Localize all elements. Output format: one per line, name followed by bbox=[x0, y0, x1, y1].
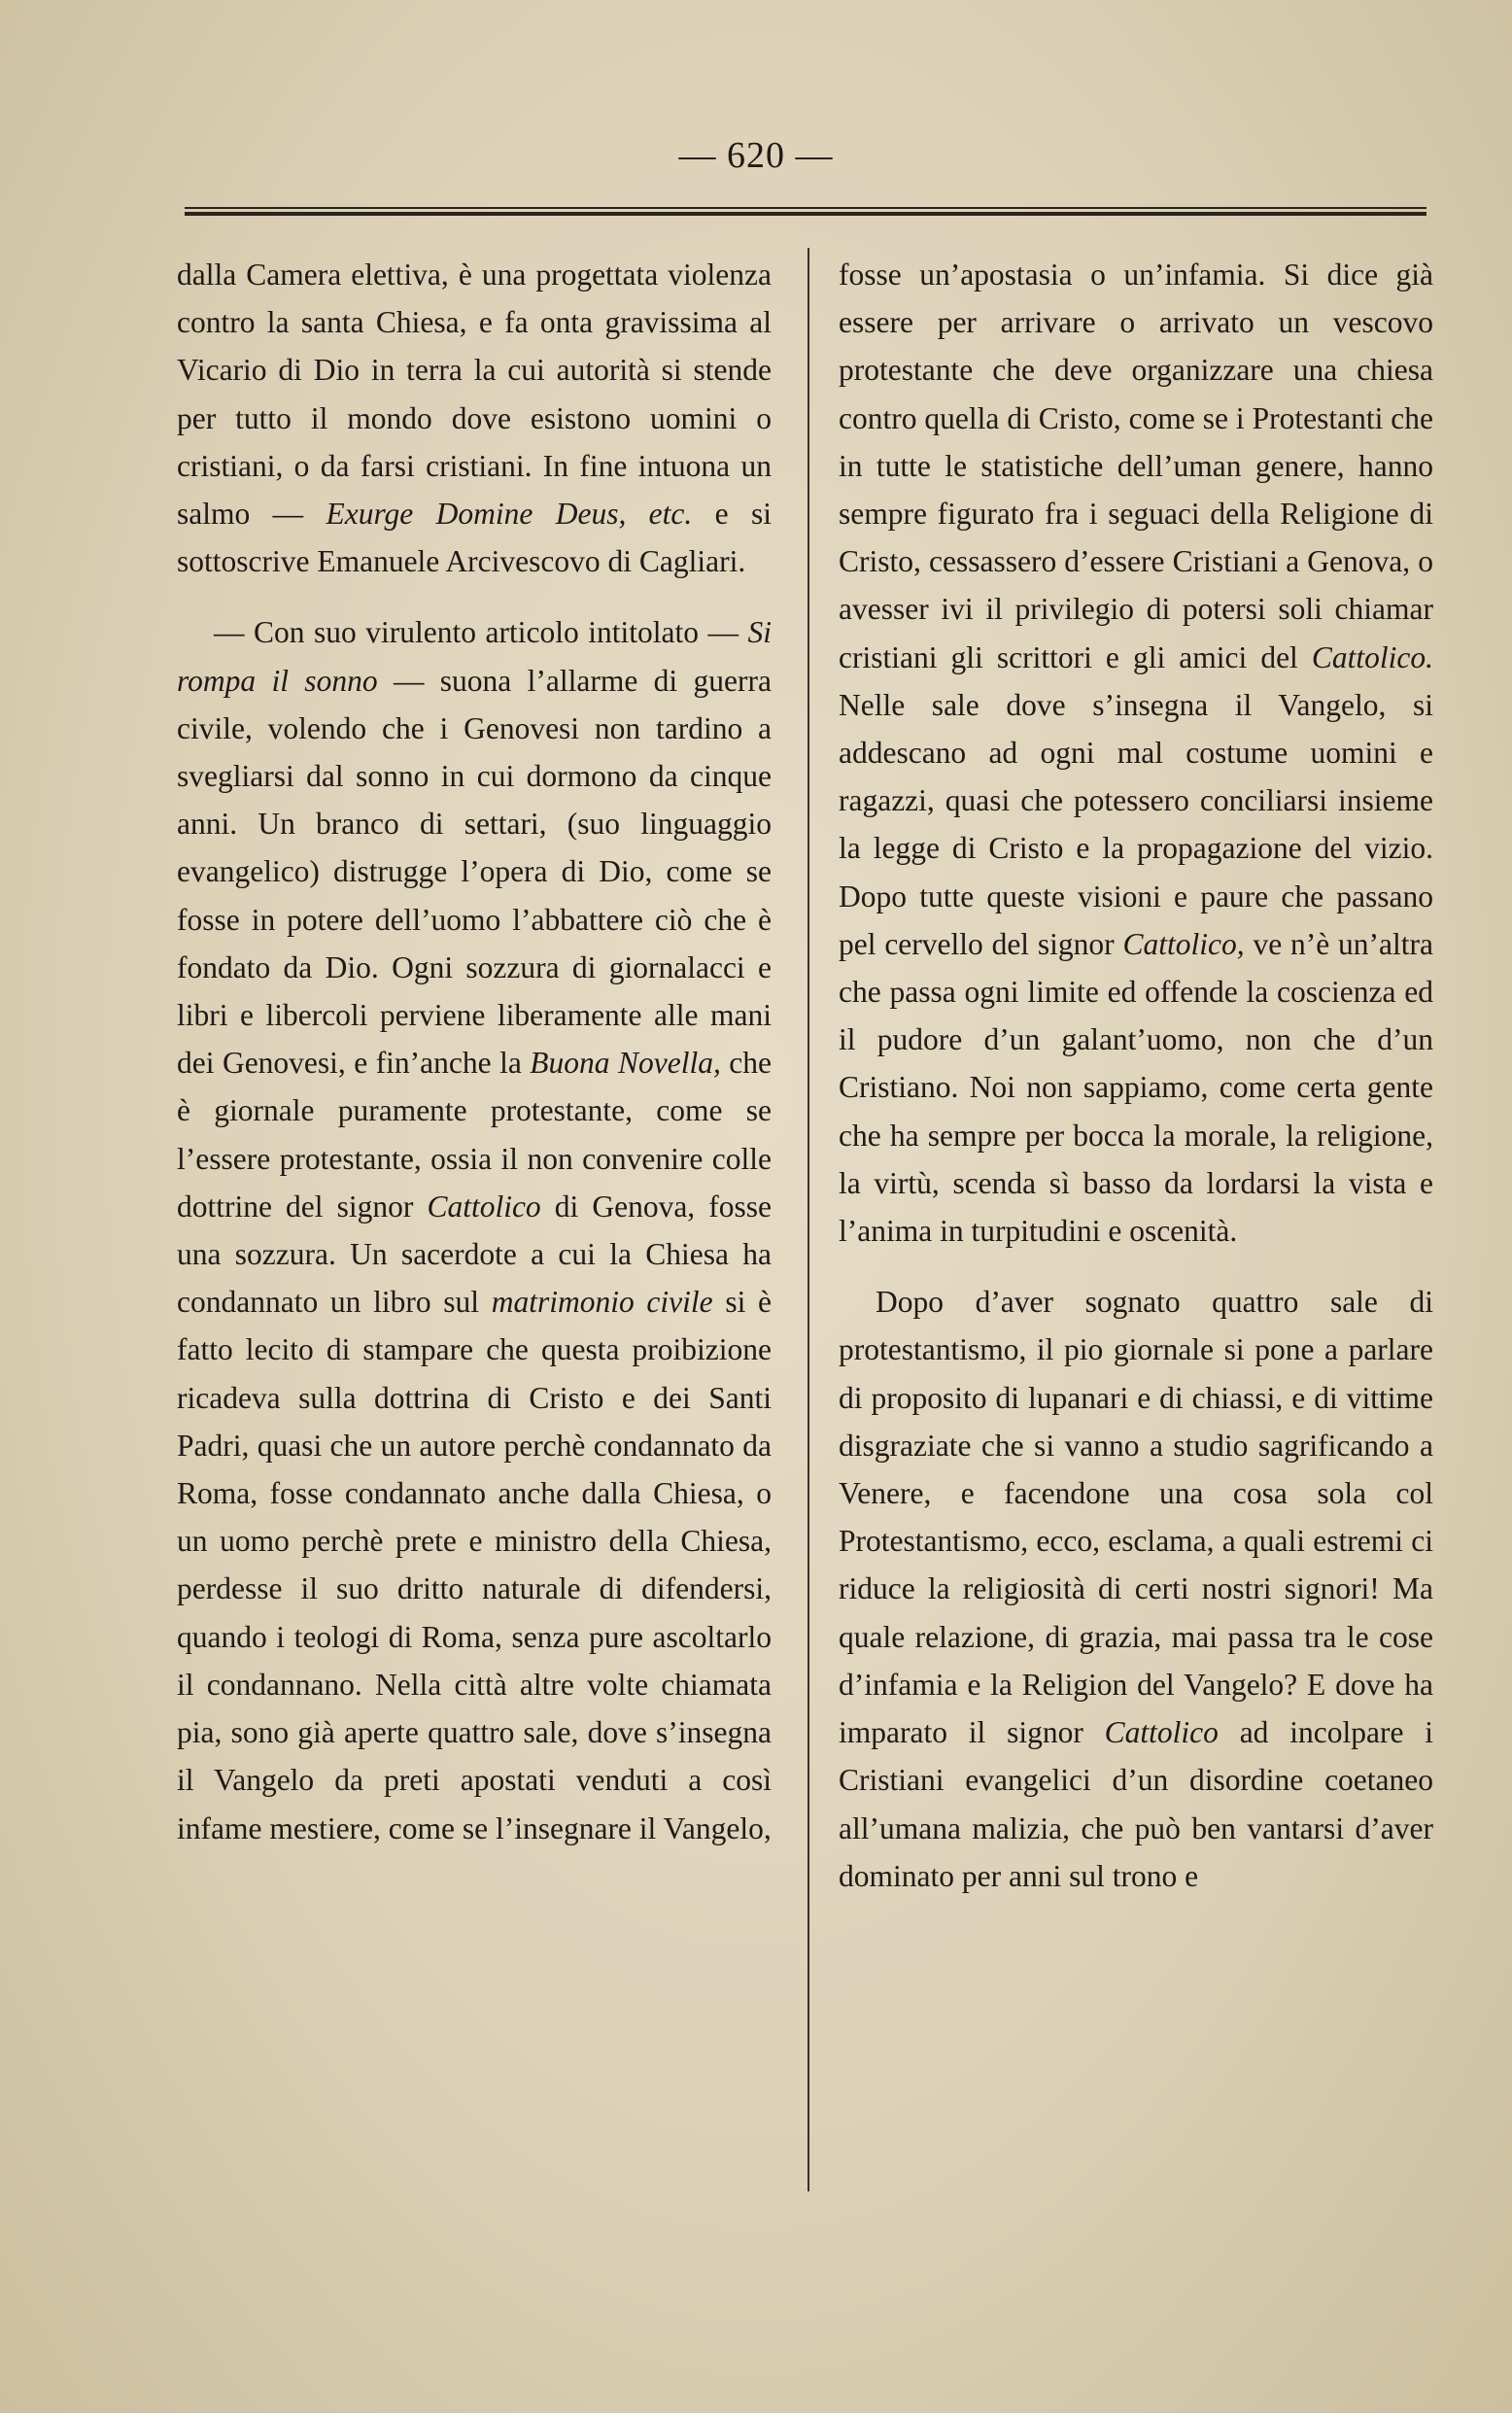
column-divider bbox=[808, 248, 809, 2191]
paragraph bbox=[177, 608, 772, 1851]
italic-run: Cattolico bbox=[427, 1189, 541, 1224]
text-run: Dopo d’aver sognato quattro sale di protestantismo, il pio giornale si pone a parlare di proposito di lupanari e di chiassi, e di vittime disgraziate che si vanno a studio sagrificando a Venere, e facendone una cosa sola col Protestantismo, ecco, esclama, a quali estremi ci riduce la religiosità di certi nostri signori! Ma quale relazione, di grazia, mai passa tra le cose d’infamia e la Religion del Vangelo? E dove ha imparato il signor bbox=[839, 1285, 1433, 1750]
text-run: ve n’è un’altra che passa ogni limite ed offende la coscienza ed il pudore d’un galant’uomo, non che d’un Cristiano. Noi non sappiamo, come certa gente che ha sempre per bocca la morale, la religione, la virtù, scenda sì basso da lordarsi la vista e l’anima in turpitudini e oscenità. bbox=[839, 926, 1433, 1249]
left-column bbox=[177, 251, 772, 1852]
text-run: dalla Camera elettiva, è una progettata violenza contro la santa Chiesa, e fa onta gravissima al Vicario di Dio in terra la cui autorità si stende per tutto il mondo dove esistono uomini o cristiani, o da farsi cristiani. In fine intuona un salmo — bbox=[177, 258, 772, 532]
text-run: ad incolpare i Cristiani evangelici d’un disordine coetaneo all’umana malizia, che può ben vantarsi d’aver dominato per anni sul trono e bbox=[839, 1715, 1433, 1893]
text-run: e si sottoscrive Emanuele Arcivescovo di Cagliari. bbox=[177, 497, 772, 579]
header-rule bbox=[185, 207, 1426, 216]
text-run: — Con suo virulento articolo intitolato — bbox=[214, 615, 748, 650]
text-run: Nelle sale dove s’insegna il Vangelo, si addescano ad ogni mal costume uomini e ragazzi, quasi che potessero conciliarsi insieme la legge di Cristo e la propagazione del vizio. Dopo tutte queste visioni e paure che passano pel cervello del signor bbox=[839, 687, 1433, 961]
italic-run: Exurge Domine Deus, etc. bbox=[326, 497, 693, 532]
right-column bbox=[839, 251, 1433, 1900]
italic-run: Cattolico. bbox=[1311, 639, 1433, 674]
page-number: — 620 — bbox=[678, 135, 834, 176]
paragraph bbox=[177, 251, 772, 585]
paragraph bbox=[839, 1278, 1433, 1900]
text-run: si è fatto lecito di stampare che questa proibizione ricadeva sulla dottrina di Cristo e dei Santi Padri, quasi che un autore perchè condannato da Roma, fosse condannato anche dalla Chiesa, o un uomo perchè prete e ministro della Chiesa, perdesse il suo dritto naturale di difendersi, quando i teologi di Roma, senza pure ascoltarlo il condannano. Nella città altre volte chiamata pia, sono già aperte quattro sale, dove s’insegna il Vangelo da preti apostati venduti a così infame mestiere, come se l’insegnare il Vangelo, bbox=[177, 1285, 772, 1845]
text-run: di Genova, fosse una sozzura. Un sacerdote a cui la Chiesa ha condannato un libro sul bbox=[177, 1189, 772, 1320]
text-run: — suona l’allarme di guerra civile, volendo che i Genovesi non tardino a svegliarsi dal sonno in cui dormono da cinque anni. Un branco di settari, (suo linguaggio evangelico) distrugge l’opera di Dio, come se fosse in potere dell’uomo l’abbattere ciò che è fondato da Dio. Ogni sozzura di giornalacci e libri e libercoli perviene liberamente alle mani dei Genovesi, e fin’anche la bbox=[177, 663, 772, 1081]
italic-run: Cattolico, bbox=[1122, 926, 1245, 961]
text-run: che è giornale puramente protestante, come se l’essere protestante, ossia il non convenire colle dottrine del signor bbox=[177, 1046, 773, 1224]
italic-run: Buona Novella, bbox=[530, 1046, 721, 1081]
italic-run: matrimonio civile bbox=[491, 1285, 713, 1320]
paragraph bbox=[839, 251, 1433, 1255]
italic-run: Si rompa il sonno bbox=[177, 615, 772, 698]
italic-run: Cattolico bbox=[1104, 1715, 1219, 1750]
text-run: fosse un’apostasia o un’infamia. Si dice già essere per arrivare o arrivato un vescovo protestante che deve organizzare una chiesa contro quella di Cristo, come se i Protestanti che in tutte le statistiche dell’uman genere, hanno sempre figurato fra i seguaci della Religione di Cristo, cessassero d’essere Cristiani a Genova, o avesser ivi il privilegio di potersi soli chiamar cristiani gli scrittori e gli amici del bbox=[839, 258, 1433, 674]
